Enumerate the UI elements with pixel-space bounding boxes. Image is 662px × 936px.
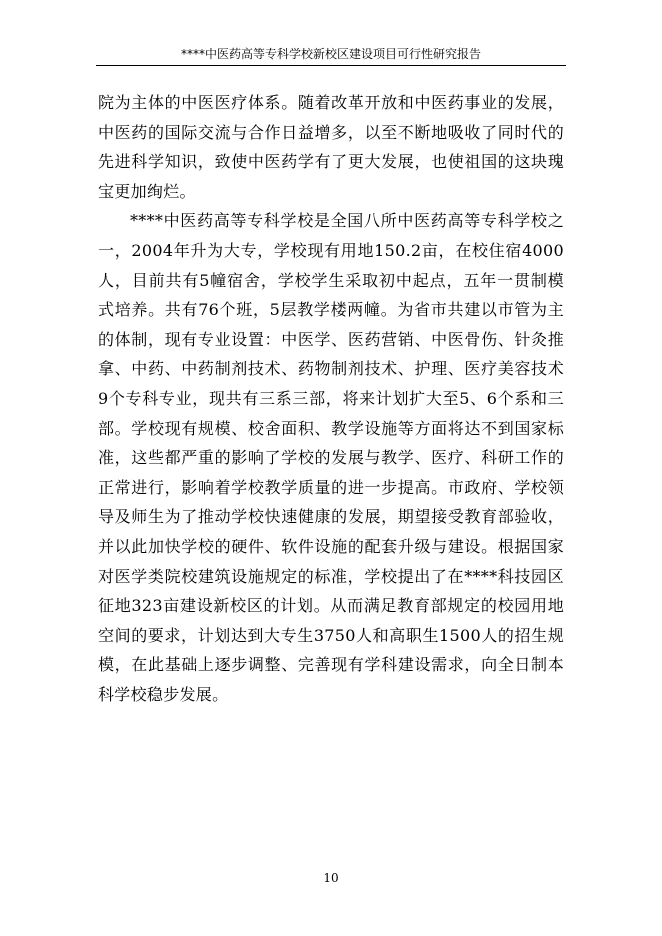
body-text [98, 88, 564, 709]
paragraph-continued: 院为主体的中医医疗体系。随着改革开放和中医药事业的发展，中医药的国际交流与合作日益增多，以至不断地吸收了同时代的先进科学知识，致使中医药学有了更大发展，也使祖国的这块瑰宝更加绚烂。 [98, 93, 564, 201]
page-number: 10 [323, 871, 339, 885]
running-header: ****中医药高等专科学校新校区建设项目可行性研究报告 [180, 47, 481, 61]
header-divider [96, 65, 566, 66]
paragraph-school-overview: ****中医药高等专科学校是全国八所中医药高等专科学校之一，2004年升为大专，学校现有用地150.2亩，在校住宿4000人，目前共有5幢宿舍，学校学生采取初中起点，五年一贯制模式培养。共有76个班，5层教学楼两幢。为省市共建以市管为主的体制，现有专业设置：中医学、医药营销、中医骨伤、针灸推拿、中药、中药制剂技术、药物制剂技术、护理、医疗美容技术9个专科专业，现共有三系三部，将来计划扩大至5、6个系和三部。学校现有规模、校舍面积、教学设施等方面将达不到国家标准，这些都严重的影响了学校的发展与教学、医疗、科研工作的正常进行，影响着学校教学质量的进一步提高。市政府、学校领导及师生为了推动学校快速健康的发展，期望接受教育部验收，并以此加快学校的硬件、软件设施的配套升级与建设。根据国家对医学类院校建筑设施规定的标准，学校提出了在****科技园区征地323亩建设新校区的计划。从而满足教育部规定的校园用地空间的要求，计划达到大专生3750人和高职生1500人的招生规模，在此基础上逐步调整、完善现有学科建设需求，向全日制本科学校稳步发展。 [98, 211, 564, 704]
